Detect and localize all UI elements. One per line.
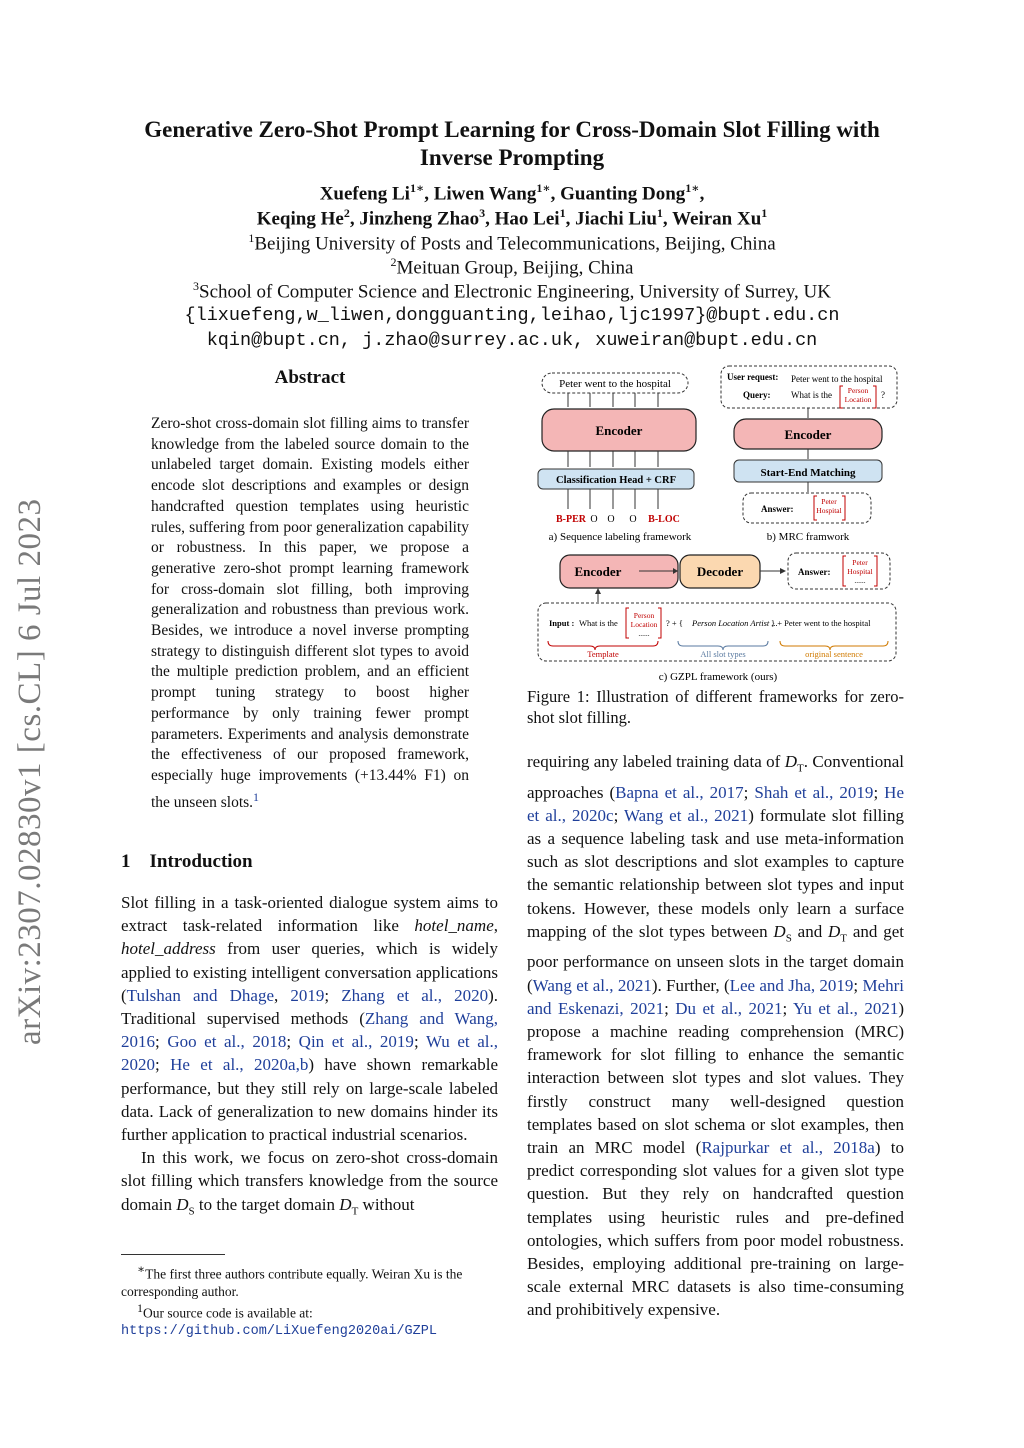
encoder-label-a: Encoder (595, 423, 643, 438)
encoder-label-b: Encoder (784, 427, 832, 442)
caption-b: b) MRC framwork (766, 531, 850, 543)
intro-paragraph-2: In this work, we focus on zero-shot cross-domain slot filling which transfers knowledge from the source domain $D_S$ to the target domain $D_T$ without (121, 1148, 498, 1218)
arrows-out (568, 489, 658, 509)
intro-body (121, 891, 498, 1223)
emails-line-1: {lixuefeng,w_liwen,dongguanting,leihao,ljc1997}@bupt.edu.cn (184, 305, 840, 326)
encoder-label-c: Encoder (574, 564, 622, 579)
arrows-in (568, 393, 658, 407)
caption-a: a) Sequence labeling framework (548, 531, 692, 543)
input-sentence: Peter went to the hospital (559, 378, 671, 390)
paper-title (0, 116, 1024, 172)
mrc-answer-peter: Peter (821, 497, 837, 506)
caption-c: c) GZPL framework (ours) (658, 671, 778, 683)
gzpl-input-more: ...... (638, 629, 650, 638)
arxiv-identifier[interactable]: arXiv:2307.02830v1 [cs.CL] 6 Jul 2023 (12, 498, 48, 1045)
citation[interactable]: Tulshan and Dhage (126, 985, 275, 1005)
classification-head-label: Classification Head + CRF (555, 475, 677, 486)
citation[interactable]: 2019 (290, 985, 325, 1005)
source-code-link[interactable]: https://github.com/LiXuefeng2020ai/GZPL (121, 1324, 437, 1339)
title-line-2: Inverse Prompting (419, 145, 605, 170)
gzpl-answer-more: ...... (854, 576, 866, 585)
citation[interactable]: He et al., 2020c (527, 782, 904, 825)
affiliation-1: $^1$Beijing University of Posts and Telecommunications, Beijing, China (248, 231, 776, 255)
affiliation-3: $^3$School of Computer Science and Electronic Engineering, University of Surrey, UK (193, 279, 831, 303)
citation[interactable]: Mehri and Eskenazi, 2021 (527, 975, 904, 1018)
citation[interactable]: Wang et al., 2021 (623, 805, 749, 825)
tag-o: O (590, 514, 598, 525)
citation[interactable]: Lee and Jha, 2019 (729, 975, 854, 995)
citation[interactable]: Rajpurkar et al., 2018a (701, 1138, 875, 1158)
citation[interactable]: Zhang et al., 2020 (341, 985, 489, 1005)
abstract-body: Zero-shot cross-domain slot filling aims to transfer knowledge from the labeled source domain to the unlabeled target domain. Existing models either encode slot descriptions and examples or design handcrafted question templates using heuristic rules, suffering from poor generalization capability or robustness. In this paper, we propose a generative zero-shot prompt learning framework for cross-domain slot filling, both improving generalization and robustness than previous work. Besides, we introduce a novel inverse prompting strategy to distinguish different slot types to avoid the multiple prediction problem, and an efficient prompt tuning strategy to boost higher performance by only training fewer prompt parameters. Experiments and analysis demonstrate the effectiveness of our proposed framework, especially huge improvements (+13.44% F1) on the unseen slots.$^1$ (151, 415, 469, 811)
abstract-heading: Abstract (274, 367, 346, 388)
footnote-2: $^1$Our source code is available at: https://github.com/LiXuefeng2020ai/GZPL (121, 1300, 437, 1339)
figure-1 (528, 362, 908, 687)
tag-o: O (629, 514, 637, 525)
brace-template-label: Template (587, 649, 619, 659)
footnotes (121, 1261, 498, 1340)
citation[interactable]: Wu et al., 2020 (121, 1032, 498, 1075)
gzpl-answer-peter: Peter (852, 558, 868, 567)
citation[interactable]: Yu et al., 2021 (793, 998, 899, 1018)
mrc-answer-label: Answer: (761, 504, 794, 514)
citation[interactable]: Bapna et al., 2017 (615, 782, 744, 802)
citation[interactable]: Qin et al., 2019 (298, 1032, 414, 1052)
figure-caption: Figure 1: Illustration of different frameworks for zero-shot slot filling. (527, 687, 904, 727)
arrows-mid (568, 451, 658, 467)
gzpl-input-what: What is the (579, 618, 618, 628)
decoder-label: Decoder (696, 564, 744, 579)
tag-b-loc: B-LOC (648, 514, 680, 525)
gzpl-input-slots: Person Location Artist ... (692, 618, 778, 628)
brace-slot-types-label: All slot types (700, 649, 746, 659)
gzpl-input-person: Person (633, 611, 655, 620)
citation[interactable]: Zhang and Wang, 2016 (121, 1009, 498, 1052)
authors-line-1: Xuefeng $Li^{1∗}$, Liwen Wang$^{1∗}$, Guanting Dong$^{1∗}$, (319, 181, 705, 205)
user-request-text: Peter went to the hospital (791, 374, 883, 384)
gzpl-input-location: Location (630, 620, 658, 629)
footnote-rule (121, 1254, 225, 1255)
affiliation-2: $^2$Meituan Group, Beijing, China (390, 255, 634, 279)
gzpl-answer-hospital: Hospital (847, 567, 873, 576)
gzpl-input-end: } + Peter went to the hospital (771, 618, 871, 628)
tag-o: O (607, 514, 615, 525)
right-column-body: requiring any labeled training data of $D_T$. Conventional approaches (Bapna et al., 2017; Shah et al., 2019; He et al., 2020c; Wang et al., 2021) formulate slot filling as a sequence labeling task and use meta-information such as slot descriptions and slot examples to capture the semantic relationship between slot types and input tokens. However, these models only learn a surface mapping of the slot types between $D_S$ and $D_T$ and get poor performance on unseen slots in the target domain (Wang et al., 2021). Further, (Lee and Jha, 2019; Mehri and Eskenazi, 2021; Du et al., 2021; Yu et al., 2021) propose a machine reading comprehension (MRC) framework for slot filling to enhance the semantic interaction between slot types and slot values. They firstly construct many well-designed question templates based on slot schema or slot examples, then train an MRC model (Rajpurkar et al., 2018a) to predict corresponding slot values for a given slot type question. But they rely on handcrafted question templates using heuristic rules and pre-defined ontologies, which suffers from poor model robustness. Besides, employing additional pre-training on large-scale external MRC datasets is also time-consuming and prohibitively expensive. (527, 752, 904, 1320)
citation[interactable]: Goo et al., 2018 (167, 1032, 287, 1052)
intro-heading: 1 Introduction (121, 851, 253, 872)
gzpl-input-mid: ? + { (666, 618, 683, 628)
brace-original-sentence-label: original sentence (805, 649, 863, 659)
query-text: What is the (791, 390, 832, 400)
mrc-answer-hospital: Hospital (816, 506, 842, 515)
gzpl-input-label: Input : (549, 618, 575, 628)
authors-line-2: Keqing He$^2$, Jinzheng Zhao$^3$, Hao Lei$^1$, Jiachi Liu$^1$, Weiran Xu$^1$ (256, 206, 768, 230)
user-request-label: User request: (727, 372, 779, 382)
intro-paragraph-1: Slot filling in a task-oriented dialogue system aims to extract task-related information like hotel_name, hotel_address from user queries, which is widely applied to existing intelligent conversation applications (Tulshan and Dhage, 2019; Zhang et al., 2020). Traditional supervised methods (Zhang and Wang, 2016; Goo et al., 2018; Qin et al., 2019; Wu et al., 2020; He et al., 2020a,b) have shown remarkable performance, but they still rely on large-scale labeled data. Lack of generalization to new domains hinder its further application to practical industrial scenarios. (121, 893, 499, 1145)
citation[interactable]: Shah et al., 2019 (754, 782, 874, 802)
citation[interactable]: Du et al., 2021 (675, 998, 783, 1018)
citation[interactable]: He et al., 2020a,b (170, 1055, 309, 1075)
footnote-1: ∗The first three authors contribute equally. Weiran Xu is the corresponding author. (121, 1262, 463, 1299)
title-line-1: Generative Zero-Shot Prompt Learning for Cross-Domain Slot Filling with (144, 117, 880, 142)
query-label: Query: (743, 390, 771, 400)
tag-b-per: B-PER (556, 514, 586, 525)
emails-line-2: kqin@bupt.cn, j.zhao@surrey.ac.uk, xuweiran@bupt.edu.cn (206, 330, 818, 351)
query-question-mark: ? (881, 390, 885, 400)
citation[interactable]: Wang et al., 2021 (532, 975, 652, 995)
query-option-location: Location (844, 395, 872, 404)
query-option-person: Person (847, 386, 869, 395)
start-end-matching-label: Start-End Matching (760, 467, 856, 479)
gzpl-answer-label: Answer: (798, 567, 831, 577)
footnote-link[interactable]: 1 (253, 789, 260, 804)
